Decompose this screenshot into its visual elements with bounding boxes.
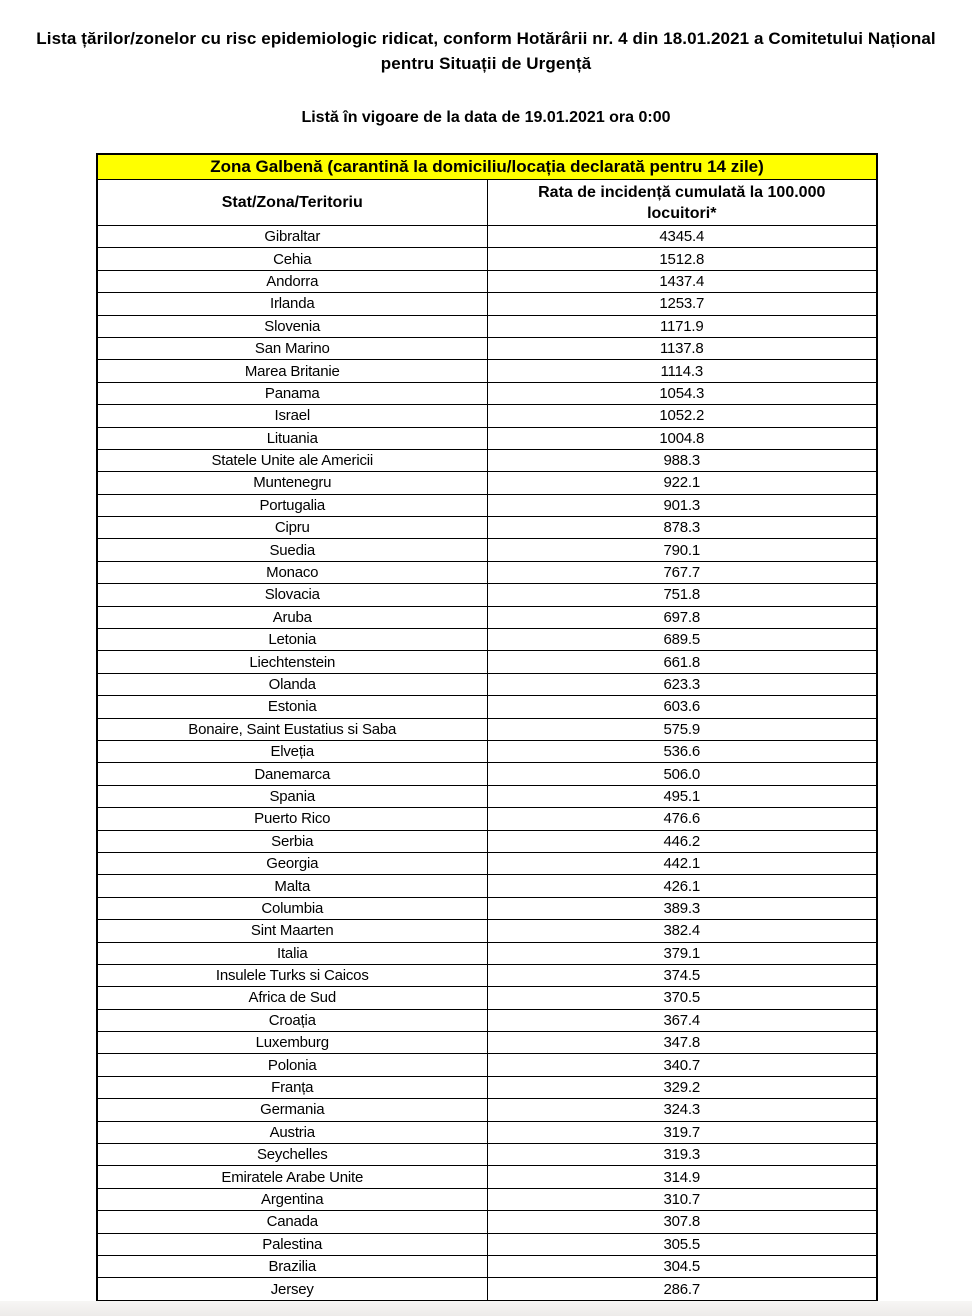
table-row (97, 606, 877, 628)
rate-cell: 370.5 (487, 987, 877, 1009)
rate-cell: 1054.3 (487, 382, 877, 404)
state-cell: Letonia (97, 629, 487, 651)
state-cell: Monaco (97, 561, 487, 583)
table-row (97, 852, 877, 874)
state-cell: Lituania (97, 427, 487, 449)
state-cell: Seychelles (97, 1144, 487, 1166)
state-cell: Panama (97, 382, 487, 404)
state-cell: Spania (97, 785, 487, 807)
table-row (97, 248, 877, 270)
state-cell: Austria (97, 1121, 487, 1143)
rate-cell: 697.8 (487, 606, 877, 628)
state-cell: Portugalia (97, 494, 487, 516)
table-row (97, 875, 877, 897)
table-row (97, 897, 877, 919)
table-row (97, 785, 877, 807)
viewer-bottom-gutter (0, 1301, 972, 1316)
rate-cell: 374.5 (487, 964, 877, 986)
table-row (97, 718, 877, 740)
rate-cell: 446.2 (487, 830, 877, 852)
table-head (97, 154, 877, 226)
rate-cell: 575.9 (487, 718, 877, 740)
rate-cell: 1052.2 (487, 405, 877, 427)
state-cell: Cehia (97, 248, 487, 270)
state-cell: Columbia (97, 897, 487, 919)
rate-cell: 988.3 (487, 449, 877, 471)
rate-cell: 1004.8 (487, 427, 877, 449)
table-row (97, 808, 877, 830)
state-cell: Estonia (97, 696, 487, 718)
rate-cell: 286.7 (487, 1278, 877, 1301)
state-cell: Statele Unite ale Americii (97, 449, 487, 471)
rate-cell: 476.6 (487, 808, 877, 830)
table-row (97, 942, 877, 964)
table-row (97, 584, 877, 606)
state-cell: Serbia (97, 830, 487, 852)
table-row (97, 1054, 877, 1076)
state-cell: Brazilia (97, 1255, 487, 1277)
state-cell: Slovacia (97, 584, 487, 606)
state-cell: Malta (97, 875, 487, 897)
state-cell: Franța (97, 1076, 487, 1098)
rate-cell: 536.6 (487, 740, 877, 762)
table-row (97, 561, 877, 583)
rate-cell: 426.1 (487, 875, 877, 897)
state-cell: Danemarca (97, 763, 487, 785)
table-row (97, 763, 877, 785)
rate-cell: 319.3 (487, 1144, 877, 1166)
table-row (97, 1278, 877, 1301)
rate-cell: 367.4 (487, 1009, 877, 1031)
table-row (97, 629, 877, 651)
table-row (97, 1144, 877, 1166)
table-row (97, 1255, 877, 1277)
state-cell: Croația (97, 1009, 487, 1031)
table-row (97, 1032, 877, 1054)
table-row (97, 270, 877, 292)
table-row (97, 382, 877, 404)
state-cell: Gibraltar (97, 226, 487, 248)
rate-cell: 347.8 (487, 1032, 877, 1054)
rate-cell: 901.3 (487, 494, 877, 516)
rate-cell: 310.7 (487, 1188, 877, 1210)
rate-cell: 506.0 (487, 763, 877, 785)
rate-cell: 689.5 (487, 629, 877, 651)
rate-cell: 1137.8 (487, 337, 877, 359)
yellow-zone-table (96, 153, 878, 1302)
table-row (97, 673, 877, 695)
table-row (97, 1099, 877, 1121)
table-body (97, 226, 877, 1301)
state-cell: Jersey (97, 1278, 487, 1301)
state-cell: Puerto Rico (97, 808, 487, 830)
state-cell: Cipru (97, 517, 487, 539)
table-row (97, 920, 877, 942)
table-row (97, 472, 877, 494)
state-cell: Aruba (97, 606, 487, 628)
table-row (97, 315, 877, 337)
rate-cell: 922.1 (487, 472, 877, 494)
table-row (97, 337, 877, 359)
document-title: Lista țărilor/zonelor cu risc epidemiologic ridicat, conform Hotărârii nr. 4 din 18.01.2021 a Comitetului Național pentru Situații de Urgență (36, 29, 936, 73)
state-cell: Italia (97, 942, 487, 964)
state-cell: Muntenegru (97, 472, 487, 494)
column-header-row (97, 180, 877, 226)
state-cell: Liechtenstein (97, 651, 487, 673)
rate-cell: 751.8 (487, 584, 877, 606)
rate-cell: 1114.3 (487, 360, 877, 382)
column-header-incidence-rate: Rata de incidență cumulată la 100.000 locuitori* (487, 180, 877, 226)
table-row (97, 1076, 877, 1098)
table-row (97, 494, 877, 516)
state-cell: Palestina (97, 1233, 487, 1255)
table-row (97, 360, 877, 382)
rate-cell: 329.2 (487, 1076, 877, 1098)
table-row (97, 1121, 877, 1143)
rate-cell: 1253.7 (487, 293, 877, 315)
state-cell: Andorra (97, 270, 487, 292)
rate-cell: 379.1 (487, 942, 877, 964)
rate-cell: 1512.8 (487, 248, 877, 270)
table-row (97, 696, 877, 718)
zone-header-row (97, 154, 877, 180)
rate-cell: 319.7 (487, 1121, 877, 1143)
state-cell: Argentina (97, 1188, 487, 1210)
table-row (97, 427, 877, 449)
rate-cell: 767.7 (487, 561, 877, 583)
table-row (97, 740, 877, 762)
rate-cell: 307.8 (487, 1211, 877, 1233)
rate-cell: 340.7 (487, 1054, 877, 1076)
state-cell: Slovenia (97, 315, 487, 337)
rate-cell: 790.1 (487, 539, 877, 561)
state-cell: Irlanda (97, 293, 487, 315)
table-row (97, 293, 877, 315)
table-row (97, 651, 877, 673)
table-row (97, 1166, 877, 1188)
rate-cell: 442.1 (487, 852, 877, 874)
state-cell: Sint Maarten (97, 920, 487, 942)
column-header-state: Stat/Zona/Teritoriu (97, 180, 487, 226)
table-row (97, 405, 877, 427)
rate-cell: 661.8 (487, 651, 877, 673)
state-cell: Suedia (97, 539, 487, 561)
rate-cell: 623.3 (487, 673, 877, 695)
rate-cell: 314.9 (487, 1166, 877, 1188)
table-row (97, 1188, 877, 1210)
state-cell: Africa de Sud (97, 987, 487, 1009)
table-row (97, 539, 877, 561)
rate-cell: 603.6 (487, 696, 877, 718)
state-cell: San Marino (97, 337, 487, 359)
rate-cell: 382.4 (487, 920, 877, 942)
state-cell: Olanda (97, 673, 487, 695)
state-cell: Germania (97, 1099, 487, 1121)
rate-cell: 495.1 (487, 785, 877, 807)
table-row (97, 517, 877, 539)
state-cell: Georgia (97, 852, 487, 874)
rate-cell: 1171.9 (487, 315, 877, 337)
rate-cell: 4345.4 (487, 226, 877, 248)
table-row (97, 226, 877, 248)
rate-cell: 305.5 (487, 1233, 877, 1255)
state-cell: Insulele Turks si Caicos (97, 964, 487, 986)
effective-date-line: Listă în vigoare de la data de 19.01.2021 ora 0:00 (301, 109, 671, 126)
table-row (97, 449, 877, 471)
state-cell: Israel (97, 405, 487, 427)
state-cell: Luxemburg (97, 1032, 487, 1054)
rate-cell: 878.3 (487, 517, 877, 539)
table-row (97, 1233, 877, 1255)
table-row (97, 830, 877, 852)
state-cell: Polonia (97, 1054, 487, 1076)
state-cell: Elveția (97, 740, 487, 762)
rate-cell: 389.3 (487, 897, 877, 919)
table-row (97, 1211, 877, 1233)
state-cell: Canada (97, 1211, 487, 1233)
state-cell: Emiratele Arabe Unite (97, 1166, 487, 1188)
rate-cell: 324.3 (487, 1099, 877, 1121)
table-row (97, 964, 877, 986)
state-cell: Marea Britanie (97, 360, 487, 382)
rate-cell: 1437.4 (487, 270, 877, 292)
table-row (97, 1009, 877, 1031)
zone-header: Zona Galbenă (carantină la domiciliu/locația declarată pentru 14 zile) (97, 154, 877, 180)
rate-cell: 304.5 (487, 1255, 877, 1277)
state-cell: Bonaire, Saint Eustatius si Saba (97, 718, 487, 740)
table-row (97, 987, 877, 1009)
